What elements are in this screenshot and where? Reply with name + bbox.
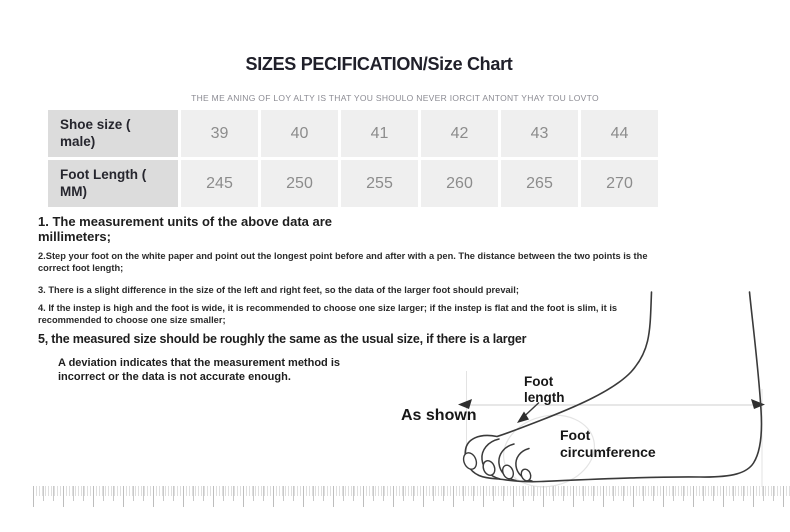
foot-circumference-label: Foot circumference xyxy=(560,427,656,460)
page-title: SIZES PECIFICATION/Size Chart xyxy=(245,54,513,74)
note-4: 4. If the instep is high and the foot is wide, it is recommended to choose one size larger; if the instep is flat and the foot is slim, it is recommended to choose one size smaller; xyxy=(38,303,618,326)
note-2: 2.Step your foot on the white paper and point out the longest point before and after with a pen. The distance between the two points is the correct foot length; xyxy=(38,250,648,273)
foot-length-cell: 265 xyxy=(501,160,578,207)
toenail xyxy=(481,459,497,477)
arrow-right-icon xyxy=(751,399,765,409)
note-5: 5, the measured size should be roughly the same as the usual size, if there is a larger xyxy=(38,332,527,347)
row-header-shoe-size: Shoe size ( male) xyxy=(48,110,178,157)
shoe-size-cell: 40 xyxy=(261,110,338,157)
shoe-size-cell: 44 xyxy=(581,110,658,157)
note-3: 3. There is a slight difference in the size of the left and right feet, so the data of the larger foot should prevail; xyxy=(38,285,519,296)
page-subtitle: THE ME ANING OF LOY ALTY IS THAT YOU SHOULO NEVER IORCIT ANTONT YHAY TOU LOVTO xyxy=(191,93,599,103)
note-1: 1. The measurement units of the above data are millimeters; xyxy=(38,214,333,244)
foot-length-cell: 270 xyxy=(581,160,658,207)
toenail xyxy=(501,464,516,481)
shoe-size-cell: 42 xyxy=(421,110,498,157)
row-header-foot-length: Foot Length ( MM) xyxy=(48,160,178,207)
foot-length-cell: 255 xyxy=(341,160,418,207)
foot-length-cell: 250 xyxy=(261,160,338,207)
shoe-size-cell: 41 xyxy=(341,110,418,157)
toenail xyxy=(461,451,478,471)
shoe-size-cell: 39 xyxy=(181,110,258,157)
as-shown-label: As shown xyxy=(401,407,477,424)
foot-length-cell: 260 xyxy=(421,160,498,207)
ruler-icon xyxy=(33,486,790,507)
foot-length-cell: 245 xyxy=(181,160,258,207)
shoe-size-cell: 43 xyxy=(501,110,578,157)
deviation-note: A deviation indicates that the measurement method is incorrect or the data is not accurate enough. xyxy=(58,356,340,383)
foot-length-label: Foot length xyxy=(524,374,565,405)
